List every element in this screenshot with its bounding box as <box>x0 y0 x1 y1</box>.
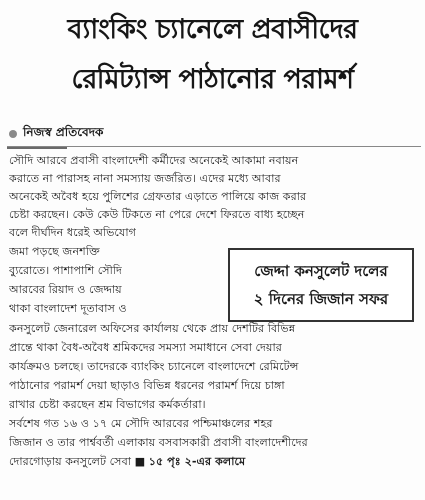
body-line: কার্যক্রমও চলছে। তাদেরকে ব্যাংকিং চ্যানেলে বাংলাদেশে রেমিটেন্স <box>9 360 299 373</box>
byline-text: নিজস্ব প্রতিবেদক <box>23 125 104 139</box>
body-line: থাকা বাংলাদেশ দূতাবাস ও <box>9 302 127 315</box>
divider-accent <box>7 147 67 149</box>
highlight-box <box>228 248 414 322</box>
body-line-text: দোরগোড়ায় কনসুলেট সেবা <box>9 455 132 468</box>
body-line: ব্যুরোতে। পাশাপাশি সৌদি <box>9 264 122 277</box>
body-line: কনসুলেট জেনারেল অফিসের কার্যালয় থেকে প্রায় দেশটির বিভিন্ন <box>9 322 296 335</box>
body-line: প্রান্তে থাকা বৈধ-অবৈধ শ্রমিকদের সমস্যা সমাধানে সেবা দেয়ার <box>9 341 282 354</box>
body-line: রাখার চেষ্টা করছেন শ্রম বিভাগের কর্মকর্তারা। <box>9 398 206 411</box>
divider <box>7 146 421 147</box>
highlight-line-2: ২ দিনের জিজান সফর <box>253 290 389 308</box>
body-line: বলে দীর্ঘদিন ধরেই অভিযোগ <box>9 226 136 239</box>
body-line: জিজান ও তার পার্শ্ববর্তী এলাকায় বসবাসকারী প্রবাসী বাংলাদেশীদের <box>9 436 308 449</box>
body-line: চেষ্টা করছেন। কেউ কেউ টিকতে না পেরে দেশে ফিরতে বাধ্য হচ্ছেন <box>9 208 305 221</box>
body-line: সৌদি আরবে প্রবাসী বাংলাদেশী কর্মীদের অনেকেই আকামা নবায়ন <box>9 154 299 167</box>
byline <box>9 124 103 144</box>
body-line: করাতে না পারাসহ নানা সমস্যায় জর্জরিত। এদের মধ্যে আবার <box>9 172 281 185</box>
headline-line-2: রেমিট্যান্স পাঠানোর পরামর্শ <box>71 64 354 95</box>
body-line: অনেকেই অবৈধ হয়ে পুলিশের গ্রেফতার এড়াতে পালিয়ে কাজ করার <box>9 190 307 203</box>
body-line: জমা পড়ছে জনশক্তি <box>9 245 100 258</box>
bullet-icon <box>9 130 17 138</box>
jump-reference: ১৫ পৃঃ ২-এর কলামে <box>148 455 246 468</box>
jump-separator: ■ <box>134 455 149 468</box>
body-line: পাঠানোর পরামর্শ দেয়া ছাড়াও বিভিন্ন ধরনের পরামর্শ দিয়ে চাঙ্গা <box>9 379 285 392</box>
highlight-line-1: জেদ্দা কনসুলেট দলের <box>254 262 388 280</box>
body-line: সর্বশেষ গত ১৬ ও ১৭ মে সৌদি আরবের পশ্চিমাঞ্চলের শহর <box>9 417 273 430</box>
body-line-last <box>9 453 421 471</box>
headline-line-1: ব্যাংকিং চ্যানেলে প্রবাসীদের <box>67 14 358 45</box>
body-line: আরবের রিয়াদ ও জেদ্দায় <box>9 283 122 296</box>
